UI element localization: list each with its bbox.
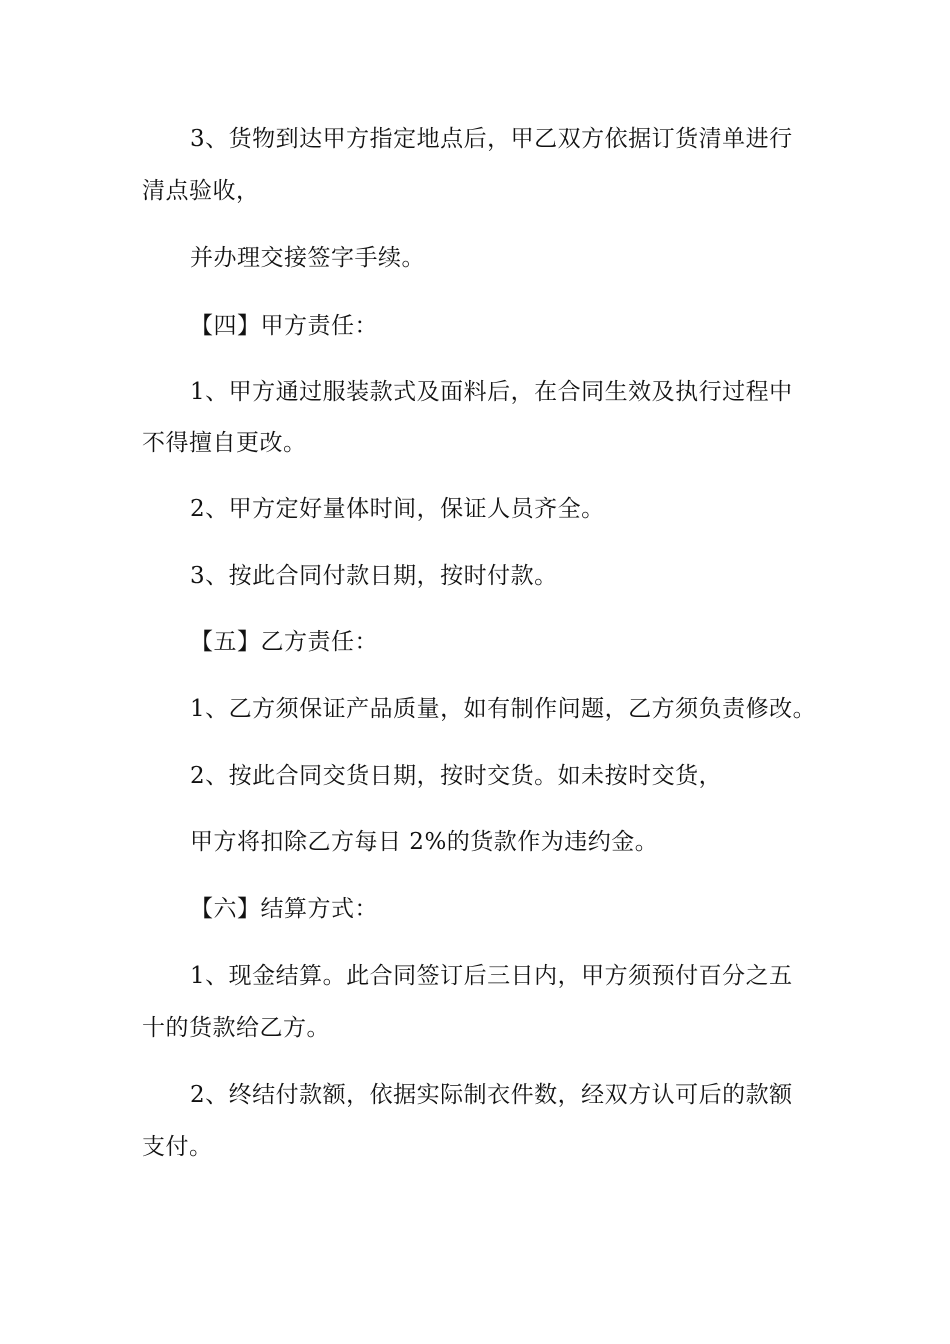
settlement-clause-2-line-2: 支付。	[142, 1134, 213, 1160]
party-a-clause-1-line-2: 不得擅自更改。	[142, 430, 307, 456]
section-heading-settlement: 【六】结算方式：	[190, 896, 378, 922]
clause-3-delivery-line-2: 清点验收，	[142, 178, 260, 204]
settlement-clause-1-line-1: 1、现金结算。此合同签订后三日内，甲方须预付百分之五	[190, 963, 793, 989]
section-heading-party-b-duties: 【五】乙方责任：	[190, 629, 378, 655]
clause-3-delivery-line-3: 并办理交接签字手续。	[190, 245, 425, 271]
clause-3-delivery-line-1: 3、货物到达甲方指定地点后，甲乙双方依据订货清单进行	[190, 126, 793, 152]
settlement-clause-2-line-1: 2、终结付款额，依据实际制衣件数，经双方认可后的款额	[190, 1082, 793, 1108]
party-b-clause-2-line-2: 甲方将扣除乙方每日 2%的货款作为违约金。	[190, 829, 659, 855]
party-a-clause-3: 3、按此合同付款日期，按时付款。	[190, 563, 558, 589]
settlement-clause-1-line-2: 十的货款给乙方。	[142, 1015, 330, 1041]
party-b-clause-1: 1、乙方须保证产品质量，如有制作问题，乙方须负责修改。	[190, 696, 817, 722]
section-heading-party-a-duties: 【四】甲方责任：	[190, 313, 378, 339]
party-a-clause-2: 2、甲方定好量体时间，保证人员齐全。	[190, 496, 605, 522]
party-b-clause-2-line-1: 2、按此合同交货日期，按时交货。如未按时交货，	[190, 763, 723, 789]
party-a-clause-1-line-1: 1、甲方通过服装款式及面料后，在合同生效及执行过程中	[190, 379, 793, 405]
